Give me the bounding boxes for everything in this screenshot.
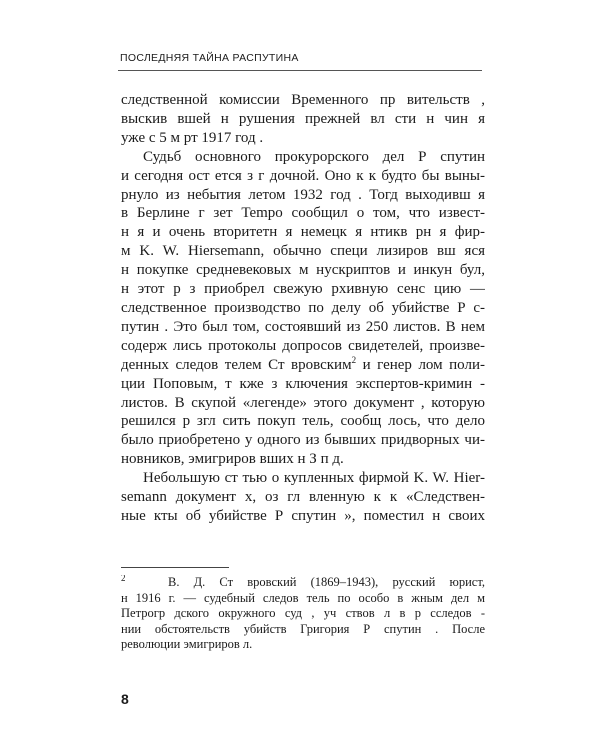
- text-line: м K. W. Hiersemann, обычно специ лизиров вш яся: [121, 243, 485, 260]
- text-line: в Берлине г зет Tempo сообщил о том, что извест-: [121, 205, 485, 222]
- header-rule: [118, 70, 482, 71]
- paragraph: [121, 91, 485, 148]
- text-line: ции Поповым, т кже з ключения экспертов-кримин -: [121, 375, 485, 392]
- footnote-text: В. Д. Ст вровский (1869–1943), русский юрист,: [167, 575, 485, 589]
- text-line: путин . Это был том, состоявший из 250 листов. В нем: [121, 318, 485, 335]
- footnote-line: революции эмигриров л.: [121, 637, 253, 651]
- text-line: Судьб основного прокурорского дел Р спутин: [143, 148, 485, 165]
- text-line: выскив вшей н рушения прежней вл сти н чин я: [121, 110, 485, 127]
- text-line: и сегодня ост ется з г дочной. Оно к к будто бы выны-: [121, 167, 485, 184]
- running-title: ПОСЛЕДНЯЯ ТАЙНА РАСПУТИНА: [120, 52, 299, 64]
- footnote-line: нии обстоятельств убийств Григория Р спутин . После: [121, 621, 485, 636]
- text-line: semann документ х, оз гл вленную к к «Следствен-: [121, 489, 485, 506]
- text-line: следственное производство по делу об убийстве Р с-: [121, 299, 485, 316]
- text-line: н этот р з приобрел свежую рхивную сенс цию —: [121, 281, 485, 298]
- footnote-number: 2: [121, 575, 126, 583]
- footnote-line: Петрогр дского окружного суд , уч ствов л в р сследов -: [121, 606, 485, 620]
- text-line: Небольшую ст тью о купленных фирмой K. W. Hier-: [143, 470, 485, 487]
- text-line: содерж лись протоколы допросов свидетелей, произве-: [121, 337, 485, 354]
- text-line: решился р згл сить покуп тель, сообщ лось, что дело: [121, 413, 485, 430]
- text-line: следственной комиссии Временного пр вительств ,: [121, 92, 485, 108]
- footnote-rule: [121, 567, 229, 568]
- text-line-with-footnote-ref: [121, 356, 485, 375]
- paragraph: [121, 469, 485, 526]
- text-line: н я и очень вторитетн я немецк я нтикв рн я фир-: [121, 224, 485, 241]
- text-line: ные кты об убийстве Р спутин », поместил н своих: [121, 507, 485, 524]
- main-text: [121, 91, 485, 526]
- footnote: [121, 575, 485, 653]
- text-line: новников, эмигриров вших н З п д.: [121, 451, 344, 468]
- text-line: уже с 5 м рт 1917 год .: [121, 129, 264, 146]
- text-segment: и генер лом поли-: [356, 356, 485, 373]
- text-line: листов. В скупой «легенде» этого документ , которую: [121, 394, 485, 411]
- paragraph: [121, 148, 485, 469]
- footnote-line: н 1916 г. — судебный следов тель по особо в жным дел м: [121, 590, 485, 605]
- footnote-reference: 2: [351, 355, 357, 365]
- footnote-line: [121, 575, 485, 591]
- text-line: было приобретено у одного из бывших придворных чи-: [121, 432, 485, 449]
- text-segment: денных следов телем Ст вровским: [121, 356, 352, 373]
- text-line: н покупке средневековых м нускриптов и инкун бул,: [121, 262, 485, 279]
- page-number: 8: [121, 691, 129, 707]
- text-line: рнуло из небытия летом 1932 год . Тогд выходивш я: [121, 186, 485, 203]
